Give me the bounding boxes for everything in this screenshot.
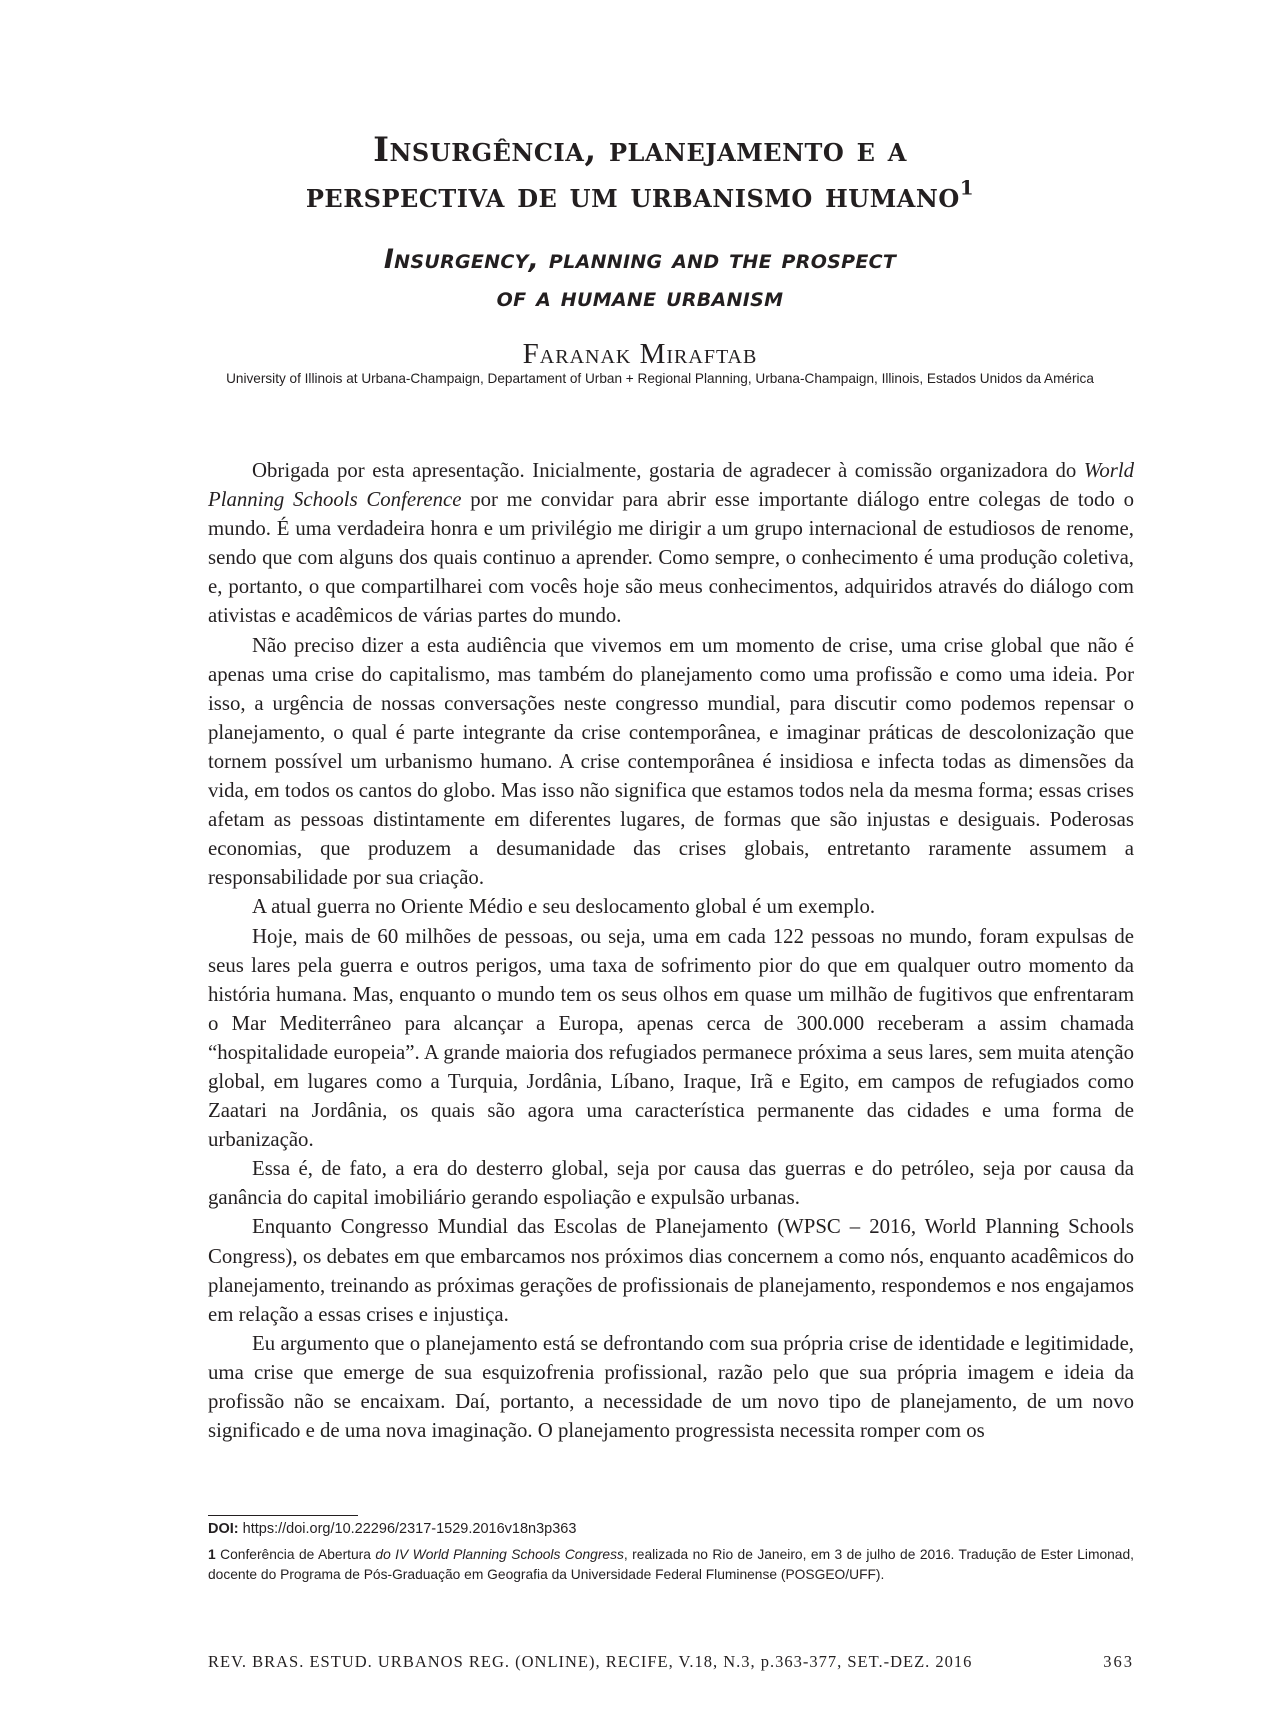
footnote-divider <box>208 1515 358 1516</box>
footnote-1-end: , realizada no Rio de Janeiro, em 3 de julho de 2016. Tradução de Ester Limonad, docente do Programa de Pós-Graduação em Geografia da Universidade Federal Fluminense (POSGEO/UFF). <box>208 1547 1134 1582</box>
conference-name: World Planning Schools Conference <box>208 459 1134 512</box>
paragraph-1-end: por me convidar para abrir esse importante diálogo entre colegas de todo o mundo. É uma verdadeira honra e um privilégio me dirigir a um grupo internacional de estudiosos de renome, sendo que com alguns dos quais continuo a aprender. Como sempre, o conhecimento é uma produção coletiva, e, portanto, o que compartilharei com vocês hoje são meus conhecimentos, adquiridos através do diálogo com ativistas e acadêmicos de várias partes do mundo. <box>208 488 1134 628</box>
paragraph-1 <box>208 456 1134 631</box>
paragraph-3: A atual guerra no Oriente Médio e seu deslocamento global é um exemplo. <box>252 895 876 919</box>
author-affiliation: University of Illinois at Urbana-Champaign, Departament of Urban + Regional Planning, Urbana-Champaign, Illinois, Estados Unidos da América <box>226 371 1094 386</box>
paragraph-4: Hoje, mais de 60 milhões de pessoas, ou seja, uma em cada 122 pessoas no mundo, foram expulsas de seus lares pela guerra e outros perigos, uma taxa de sofrimento pior do que em qualquer outro momento da história humana. Mas, enquanto o mundo tem os seus olhos em quase um milhão de fugitivos que enfrentaram o Mar Mediterrâneo para alcançar a Europa, apenas cerca de 300.000 receberam a assim chamada “hospitalidade europeia”. A grande maioria dos refugiados permanece próxima a seus lares, sem muita atenção global, em lugares como a Turquia, Jordânia, Líbano, Iraque, Irã e Egito, em campos de refugiados como Zaatari na Jordânia, os quais são agora uma característica permanente das cidades e uma forma de urbanização. <box>208 924 1134 1152</box>
paragraph-7: Eu argumento que o planejamento está se defrontando com sua própria crise de identidade e legitimidade, uma crise que emerge de sua esquizofrenia profissional, razão pelo que sua própria imagem e ideia da profissão não se encaixam. Daí, portanto, a necessidade de um novo tipo de planejamento, de um novo significado e de uma nova imaginação. O planejamento progressista necessita romper com os <box>208 1331 1134 1443</box>
article-body <box>208 456 1134 1445</box>
footnote-1 <box>208 1545 1134 1585</box>
title-footnote-mark[interactable]: 1 <box>959 175 975 200</box>
author-name: Faranak Miraftab <box>522 338 758 370</box>
footnote-1-number: 1 <box>208 1547 216 1562</box>
paragraph-1-start: Obrigada por esta apresentação. Inicialmente, gostaria de agradecer à comissão organizadora do <box>252 459 1084 482</box>
paragraph-2: Não preciso dizer a esta audiência que vivemos em um momento de crise, uma crise global que não é apenas uma crise do capitalismo, mas também do planejamento como uma profissão e como uma ideia. Por isso, a urgência de nossas conversações neste congresso mundial, para discutir como podemos repensar o planejamento, o qual é parte integrante da crise contemporânea, e imaginar práticas de descolonização que tornem possível um urbanismo humano. A crise contemporânea é insidiosa e infecta todas as dimensões da vida, em todos os cantos do globo. Mas isso não significa que estamos todos nela da mesma forma; essas crises afetam as pessoas distintamente em diferentes lugares, de formas que são injustas e desiguais. Poderosas economias, que produzem a desumanidade das crises globais, entretanto raramente assumem a responsabilidade por sua criação. <box>208 633 1134 890</box>
journal-citation: REV. BRAS. ESTUD. URBANOS REG. (ONLINE), RECIFE, V.18, N.3, p.363-377, SET.-DEZ. 2016 <box>208 1652 973 1671</box>
article-title <box>160 127 1120 219</box>
footnote-1-congress: do IV World Planning Schools Congress <box>375 1547 624 1562</box>
doi-line <box>208 1520 576 1539</box>
title-block <box>160 127 1120 317</box>
subtitle-line-2: of a humane urbanism <box>496 282 784 313</box>
doi-label: DOI: <box>208 1521 239 1537</box>
subtitle-line-1: Insurgency, planning and the prospect <box>383 244 897 275</box>
page-number: 363 <box>1103 1652 1134 1671</box>
title-line-1: Insurgência, planejamento e a <box>373 130 907 170</box>
article-subtitle <box>160 241 1120 317</box>
paragraph-5: Essa é, de fato, a era do desterro global, seja por causa das guerras e do petróleo, seja por causa da ganância do capital imobiliário gerando espoliação e expulsão urbanas. <box>208 1157 1134 1210</box>
doi-link[interactable]: https://doi.org/10.22296/2317-1529.2016v18n3p363 <box>242 1521 577 1537</box>
footnote-1-start: Conferência de Abertura <box>220 1547 376 1562</box>
running-footer <box>208 1652 1134 1672</box>
title-line-2: perspectiva de um urbanismo humano <box>305 176 960 216</box>
paragraph-6: Enquanto Congresso Mundial das Escolas de Planejamento (WPSC – 2016, World Planning Schools Congress), os debates em que embarcamos nos próximos dias concernem a como nós, enquanto acadêmicos do planejamento, treinando as próximas gerações de profissionais de planejamento, respondemos e nos engajamos em relação a essas crises e injustiça. <box>208 1215 1134 1326</box>
